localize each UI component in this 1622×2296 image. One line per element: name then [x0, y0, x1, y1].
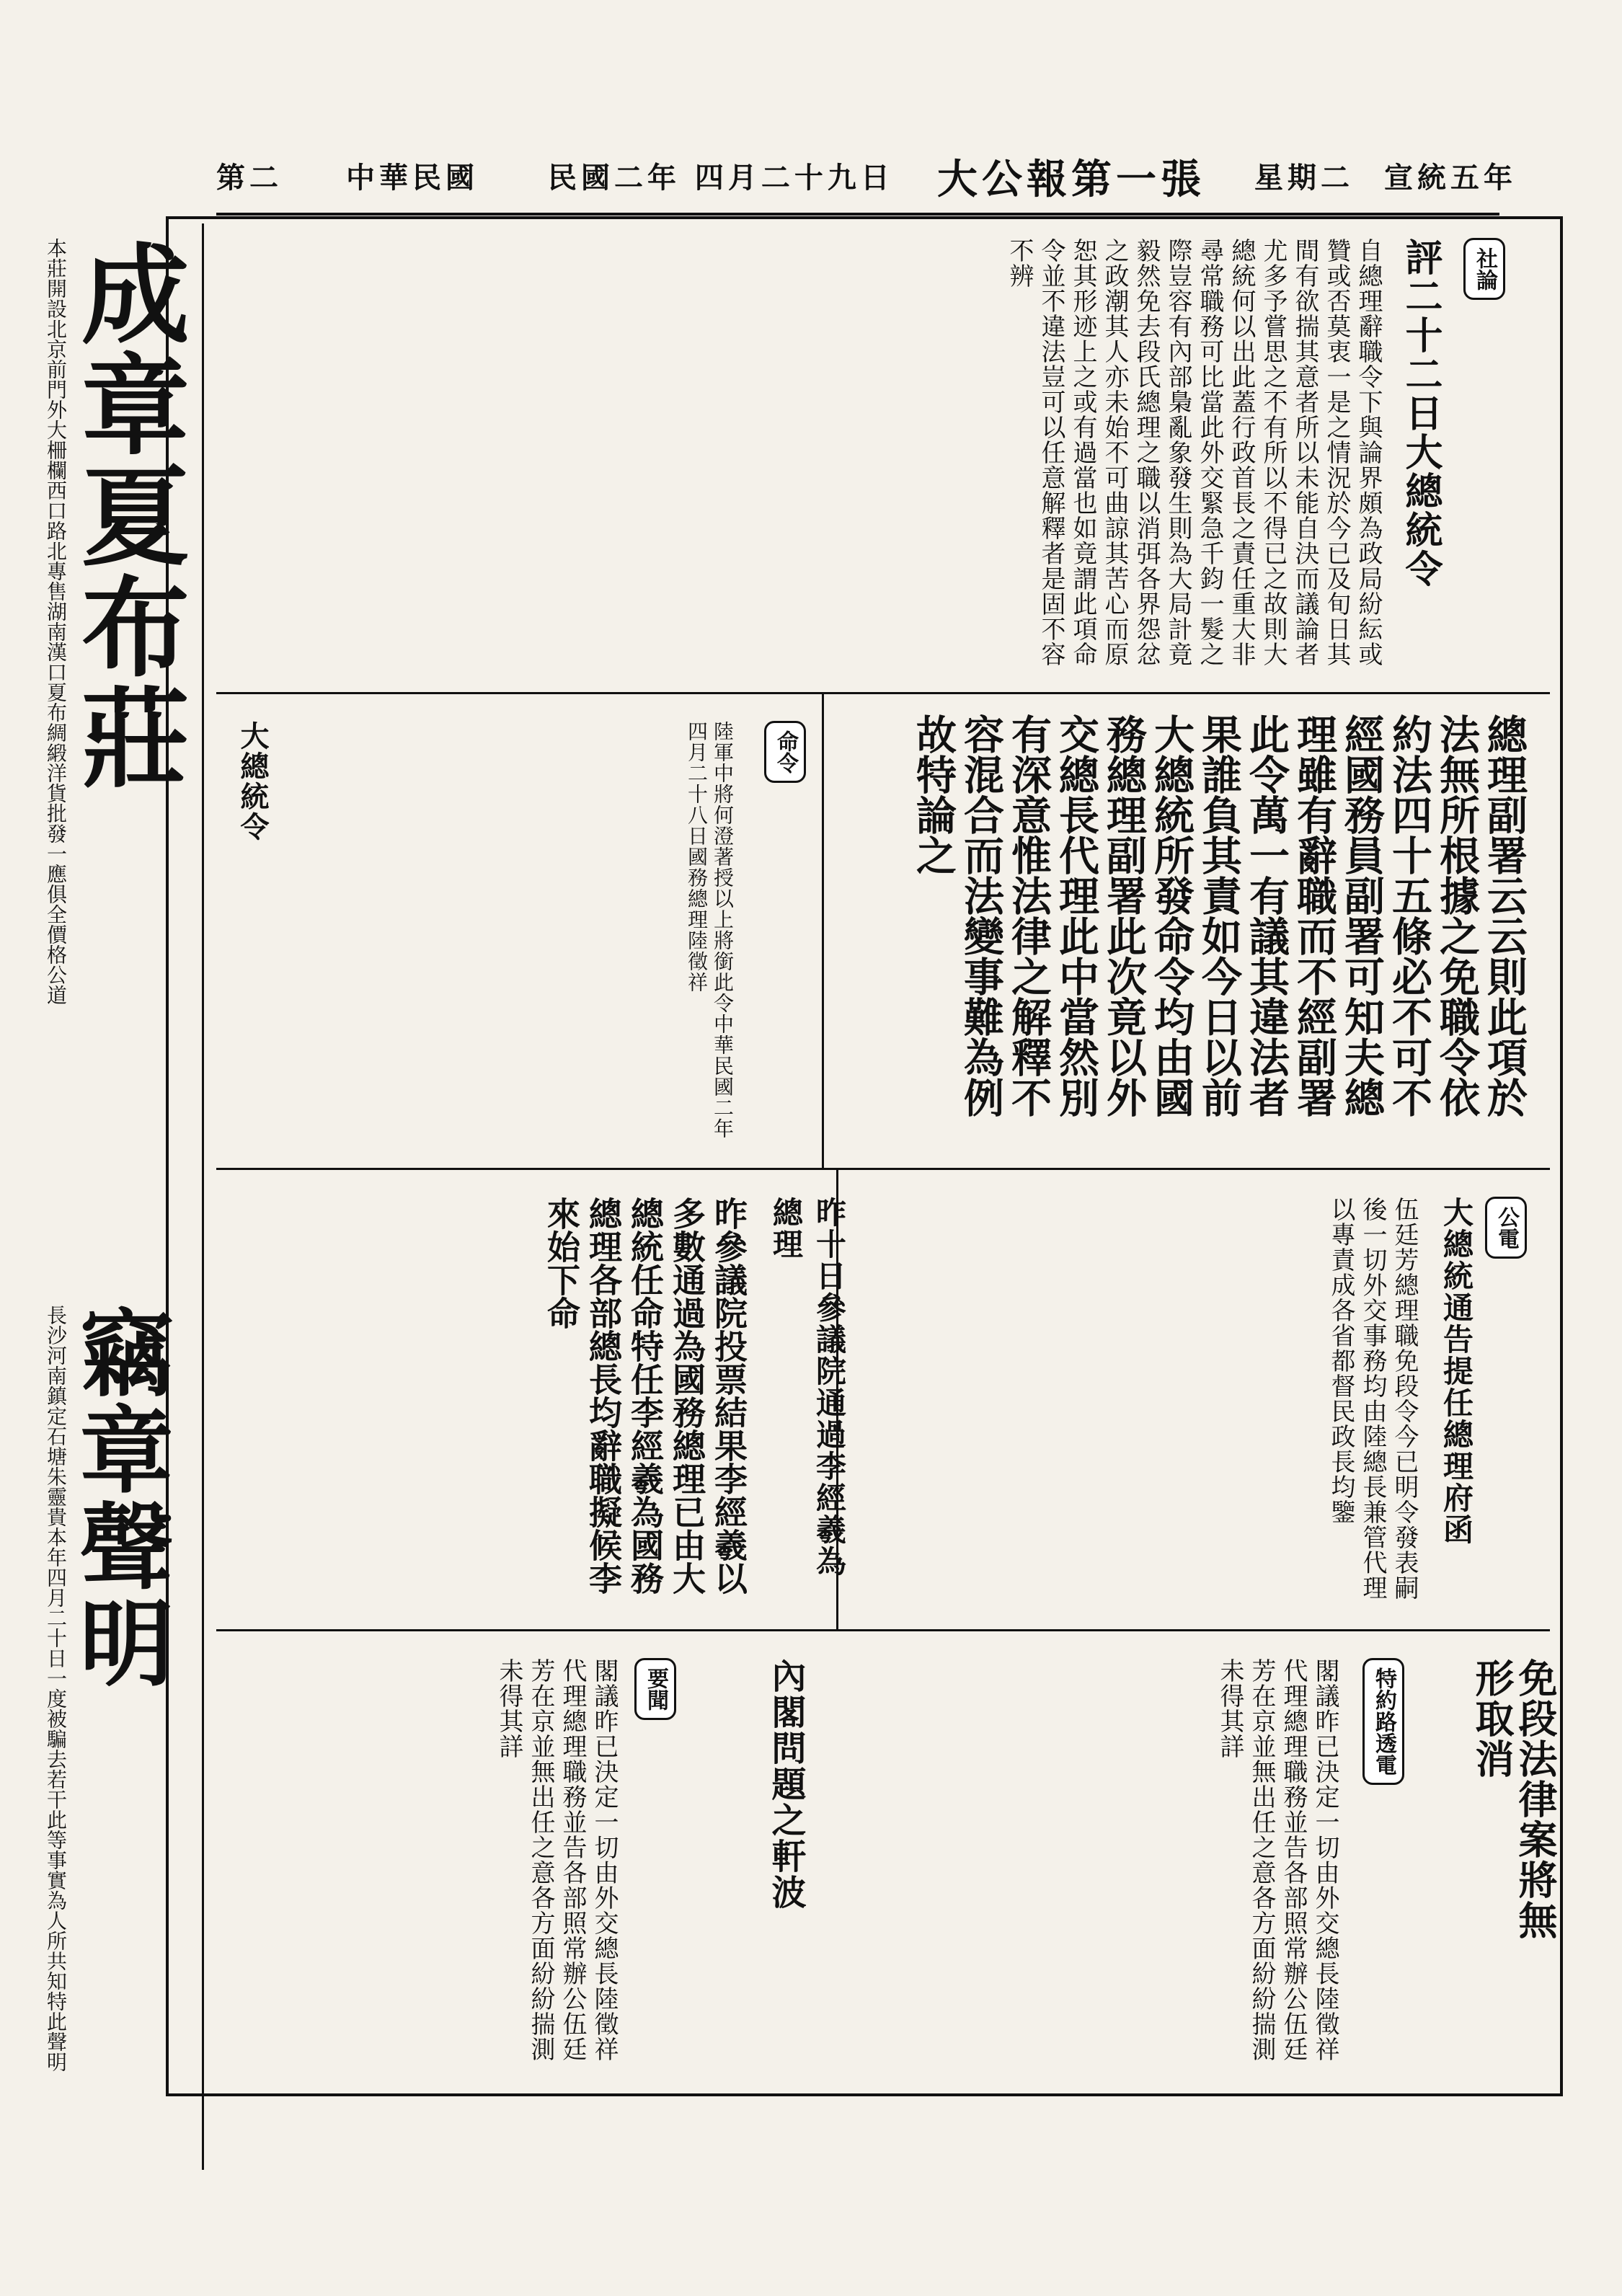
- telegram-text: 伍廷芳總理職免段令今已明令發表嗣後一切外交事務均由陸總長兼管代理以專責成各省都督民政長均鑒: [1326, 1197, 1419, 1600]
- editorial-text: 自總理辭職令下與論界頗為政局紛紜或贊或否莫衷一是之情況於今已及旬日其間有欲揣其意者所以未能自決而議論者尤多予嘗思之不有所以不得已之故則大總統何以出此蓋行政首長之責任重大非尋常職務可比當此外交緊急千鈞一髮之際豈容有內部梟亂象發生則為大局計竟毅然免去段氏總理之職以消弭各界怨忿之政潮其人亦未始不可曲諒其苦心而原恕其形迹上之或有過當也如竟謂此項命令並不違法豈可以任意解釋者是固不容不辨: [1005, 238, 1383, 667]
- news-text: 閣議昨已決定一切由外交總長陸徵祥代理總理職務並告各部照常辦公伍廷芳在京並無出任之意各方面紛紛揣測未得其詳: [1215, 1658, 1339, 2062]
- editorial-continued: 總理副署云云則此項於法無所根據之免職令依約法四十五條必不可不經國務員副署可知夫總理雖有辭職而不經副署此令萬一有議其違法者果誰負其責如今日以前大總統所發命令均由國務總理副署此次竟以外交總長代理此中當然別有深意惟法律之解釋不容混合而法變事難為例故特論之: [910, 714, 1528, 1117]
- header-cell: 第二: [216, 161, 283, 195]
- divider: [216, 1168, 1550, 1170]
- section-label: 要聞: [634, 1658, 676, 1720]
- ad-title: 成章夏布莊: [63, 238, 190, 793]
- divider: [822, 692, 824, 1168]
- section-label: 命令: [764, 721, 806, 783]
- news-heading: 內閣問題之軒波: [766, 1658, 806, 1910]
- divider: [216, 1629, 1550, 1631]
- editorial-title: 評二十二日大總統令: [1399, 238, 1442, 588]
- telegram-text: 昨參議院投票結果李經羲以多數通過為國務總理已由大總統任命特任李經羲為國務總理各部總長均辭職擬候李來始下命: [542, 1197, 748, 1595]
- section-label: 公電: [1485, 1197, 1527, 1259]
- orders-heading: 大總統令: [236, 721, 270, 842]
- divider: [216, 692, 1550, 694]
- ad-body: 長沙河南鎮定石塘朱靈貴本年四月二十日一度被騙去若干此等事實為人所共知特此聲明: [44, 1305, 68, 2072]
- section-label: 特約路透電: [1362, 1658, 1404, 1785]
- header-cell: 中華民國: [346, 161, 479, 195]
- ad-body: 本莊開設北京前門外大柵欄西口路北專售湖南漢口夏布綢緞洋貨批發一應俱全價格公道: [44, 238, 68, 1005]
- news-heading: 免段法律案將無形取消: [1469, 1658, 1559, 1941]
- masthead-bar: [216, 148, 1517, 216]
- section-label: 社論: [1463, 238, 1505, 300]
- telegram-heading: 昨十日參議院通過李經羲為總理: [768, 1197, 847, 1577]
- news-text: 閣議昨已決定一切由外交總長陸徵祥代理總理職務並告各部照常辦公伍廷芳在京並無出任之意各方面紛紛揣測未得其詳: [495, 1658, 619, 2062]
- weekday: 星期二: [1254, 161, 1354, 195]
- paper-name: 大公報第一張: [937, 156, 1205, 203]
- header-cell: 宣統五年: [1384, 161, 1517, 195]
- orders-text: 陸軍中將何澄著授以上將銜此令中華民國二年四月二十八日國務總理陸徵祥: [685, 721, 735, 1139]
- issue-date: 民國二年 四月二十九日: [548, 161, 894, 195]
- telegram-heading: 大總統通告提任總理府函: [1439, 1197, 1474, 1546]
- ad-title: 竊章聲明: [64, 1305, 174, 1691]
